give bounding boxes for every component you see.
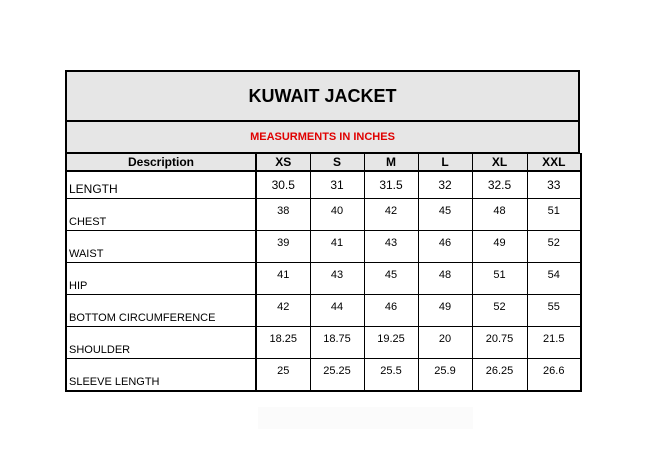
measurement-cell: 32	[418, 171, 472, 199]
measurement-cell: 25.5	[364, 359, 418, 392]
table-row	[66, 171, 581, 199]
table-row	[66, 359, 581, 392]
chart-title: KUWAIT JACKET	[65, 70, 580, 122]
measurement-cell: 49	[472, 231, 527, 263]
header-size: S	[310, 154, 364, 172]
measurement-cell: 38	[256, 199, 310, 231]
measurement-cell: 31.5	[364, 171, 418, 199]
measurement-cell: 18.75	[310, 327, 364, 359]
measurement-cell: 45	[418, 199, 472, 231]
measurement-cell: 20	[418, 327, 472, 359]
header-size: XXL	[527, 154, 581, 172]
row-label: WAIST	[66, 231, 256, 263]
measurement-cell: 25.25	[310, 359, 364, 392]
measurement-cell: 21.5	[527, 327, 581, 359]
measurement-cell: 41	[256, 263, 310, 295]
measurement-cell: 55	[527, 295, 581, 327]
table-row	[66, 295, 581, 327]
measurement-cell: 52	[527, 231, 581, 263]
measurement-cell: 51	[472, 263, 527, 295]
table-row	[66, 327, 581, 359]
measurement-cell: 48	[418, 263, 472, 295]
measurement-cell: 52	[472, 295, 527, 327]
row-label: BOTTOM CIRCUMFERENCE	[66, 295, 256, 327]
faint-artifact	[258, 407, 473, 429]
measurement-cell: 18.25	[256, 327, 310, 359]
header-size: XS	[256, 154, 310, 172]
measurements-table	[65, 153, 582, 392]
measurement-cell: 32.5	[472, 171, 527, 199]
size-chart	[65, 70, 580, 392]
measurement-cell: 20.75	[472, 327, 527, 359]
table-row	[66, 263, 581, 295]
measurement-cell: 46	[418, 231, 472, 263]
header-description: Description	[66, 154, 256, 172]
measurement-cell: 30.5	[256, 171, 310, 199]
header-size: L	[418, 154, 472, 172]
measurement-cell: 19.25	[364, 327, 418, 359]
measurement-cell: 48	[472, 199, 527, 231]
measurement-cell: 26.6	[527, 359, 581, 392]
row-label: SHOULDER	[66, 327, 256, 359]
table-row	[66, 231, 581, 263]
measurement-cell: 46	[364, 295, 418, 327]
measurement-cell: 31	[310, 171, 364, 199]
measurement-cell: 25.9	[418, 359, 472, 392]
measurement-cell: 25	[256, 359, 310, 392]
measurement-cell: 43	[310, 263, 364, 295]
measurement-cell: 42	[256, 295, 310, 327]
row-label: SLEEVE LENGTH	[66, 359, 256, 392]
row-label: LENGTH	[66, 171, 256, 199]
header-size: M	[364, 154, 418, 172]
measurement-cell: 43	[364, 231, 418, 263]
row-label: HIP	[66, 263, 256, 295]
header-size: XL	[472, 154, 527, 172]
measurement-cell: 41	[310, 231, 364, 263]
measurement-cell: 44	[310, 295, 364, 327]
measurement-cell: 54	[527, 263, 581, 295]
measurement-cell: 26.25	[472, 359, 527, 392]
measurement-cell: 40	[310, 199, 364, 231]
measurement-cell: 39	[256, 231, 310, 263]
chart-subtitle: MEASURMENTS IN INCHES	[65, 122, 580, 153]
measurement-cell: 49	[418, 295, 472, 327]
measurement-cell: 45	[364, 263, 418, 295]
measurement-cell: 51	[527, 199, 581, 231]
measurement-cell: 42	[364, 199, 418, 231]
row-label: CHEST	[66, 199, 256, 231]
table-row	[66, 199, 581, 231]
table-header-row	[66, 154, 581, 172]
measurement-cell: 33	[527, 171, 581, 199]
